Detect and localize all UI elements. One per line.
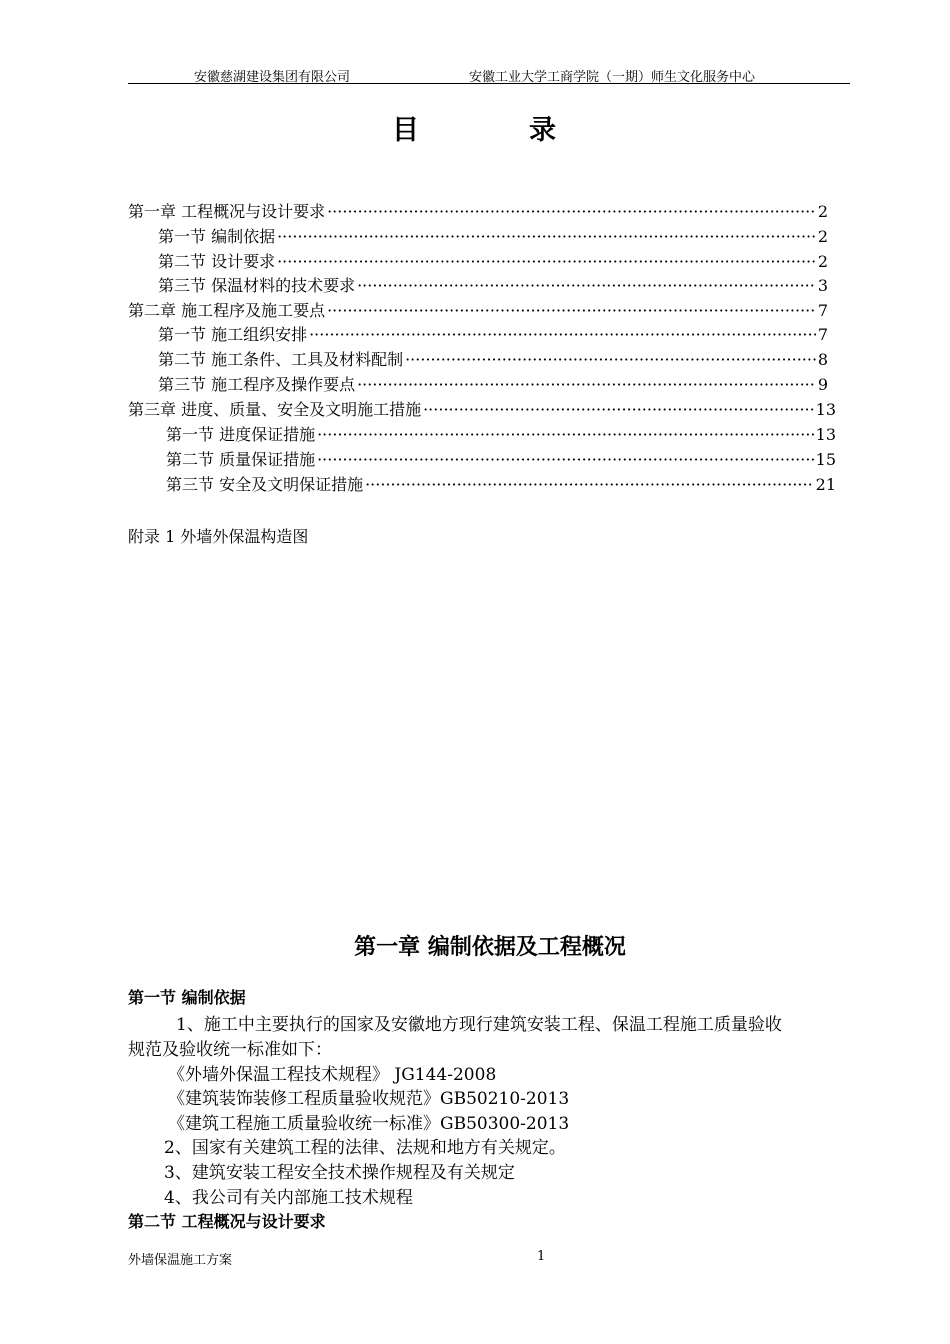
toc-entry-page: 21 <box>815 475 836 494</box>
toc-leader <box>357 373 816 397</box>
toc-entry-label: 第一节 施工组织安排 <box>158 325 308 344</box>
standard-item: 《建筑装饰装修工程质量验收规范》GB50210-2013 <box>168 1089 570 1109</box>
toc-title-left: 目 <box>392 115 421 146</box>
toc-leader <box>423 398 814 422</box>
toc-entry-page: 13 <box>815 400 836 419</box>
toc-entry-label: 第三节 施工程序及操作要点 <box>158 375 356 394</box>
toc-entry[interactable] <box>128 398 836 422</box>
toc-entry-page: 9 <box>817 375 828 394</box>
toc-leader <box>365 473 814 497</box>
toc-entry-page: 2 <box>817 252 828 271</box>
header-project: 安徽工业大学工商学院（一期）师生文化服务中心 <box>469 70 756 85</box>
paragraph-line: 1、施工中主要执行的国家及安徽地方现行建筑安装工程、保温工程施工质量验收 <box>176 1015 782 1035</box>
section-heading: 第二节 工程概况与设计要求 <box>128 1212 326 1231</box>
footer-page-number: 1 <box>537 1249 546 1264</box>
toc-entry-page: 2 <box>817 202 828 221</box>
toc-leader <box>405 348 816 372</box>
toc-entry-page: 2 <box>817 227 828 246</box>
toc-appendix[interactable]: 附录 1 外墙外保温构造图 <box>128 527 309 546</box>
toc-leader <box>317 448 814 472</box>
toc-entry[interactable] <box>158 373 828 397</box>
paragraph-line: 规范及验收统一标准如下： <box>128 1040 332 1060</box>
toc-entry[interactable] <box>158 274 828 298</box>
toc-entry-page: 7 <box>817 325 828 344</box>
header-company: 安徽慈湖建设集团有限公司 <box>194 70 351 85</box>
header-rule <box>128 83 850 84</box>
toc-entry[interactable] <box>128 299 828 323</box>
toc-leader <box>327 299 816 323</box>
toc-entry-page: 3 <box>817 276 828 295</box>
toc-leader <box>357 274 816 298</box>
toc-entry-label: 第三章 进度、质量、安全及文明施工措施 <box>128 400 422 419</box>
toc-entry-page: 15 <box>815 450 836 469</box>
toc-entry[interactable] <box>158 250 828 274</box>
toc-title-right: 录 <box>529 115 558 146</box>
toc-leader <box>317 423 814 447</box>
toc-leader <box>309 323 816 347</box>
toc-entry[interactable] <box>128 200 828 224</box>
toc-entry-page: 13 <box>815 425 836 444</box>
footer-doc-name: 外墙保温施工方案 <box>128 1253 233 1268</box>
toc-entry[interactable] <box>166 473 836 497</box>
toc-entry-page: 8 <box>817 350 828 369</box>
toc-entry[interactable] <box>158 348 828 372</box>
toc-title <box>0 108 950 147</box>
toc-entry[interactable] <box>166 423 836 447</box>
toc-entry[interactable] <box>158 323 828 347</box>
toc-entry-label: 第一节 编制依据 <box>158 227 276 246</box>
toc-entry-label: 第二章 施工程序及施工要点 <box>128 301 326 320</box>
chapter-title: 第一章 编制依据及工程概况 <box>354 935 626 960</box>
toc-entry[interactable] <box>158 225 828 249</box>
toc-entry[interactable] <box>166 448 836 472</box>
toc-entry-label: 第三节 保温材料的技术要求 <box>158 276 356 295</box>
toc-leader <box>277 250 816 274</box>
standard-item: 《建筑工程施工质量验收统一标准》GB50300-2013 <box>168 1114 570 1134</box>
toc-leader <box>277 225 816 249</box>
toc-entry-label: 第一节 进度保证措施 <box>166 425 316 444</box>
list-item: 2、国家有关建筑工程的法律、法规和地方有关规定。 <box>164 1138 566 1158</box>
section-heading: 第一节 编制依据 <box>128 988 246 1007</box>
toc-entry-label: 第三节 安全及文明保证措施 <box>166 475 364 494</box>
toc-entry-label: 第二节 设计要求 <box>158 252 276 271</box>
toc-entry-label: 第一章 工程概况与设计要求 <box>128 202 326 221</box>
toc-entry-label: 第二节 施工条件、工具及材料配制 <box>158 350 404 369</box>
standard-item: 《外墙外保温工程技术规程》 JG144-2008 <box>168 1065 497 1085</box>
list-item: 3、建筑安装工程安全技术操作规程及有关规定 <box>164 1163 515 1183</box>
toc-leader <box>327 200 816 224</box>
toc-entry-page: 7 <box>817 301 828 320</box>
toc-entry-label: 第二节 质量保证措施 <box>166 450 316 469</box>
list-item: 4、我公司有关内部施工技术规程 <box>164 1188 413 1208</box>
